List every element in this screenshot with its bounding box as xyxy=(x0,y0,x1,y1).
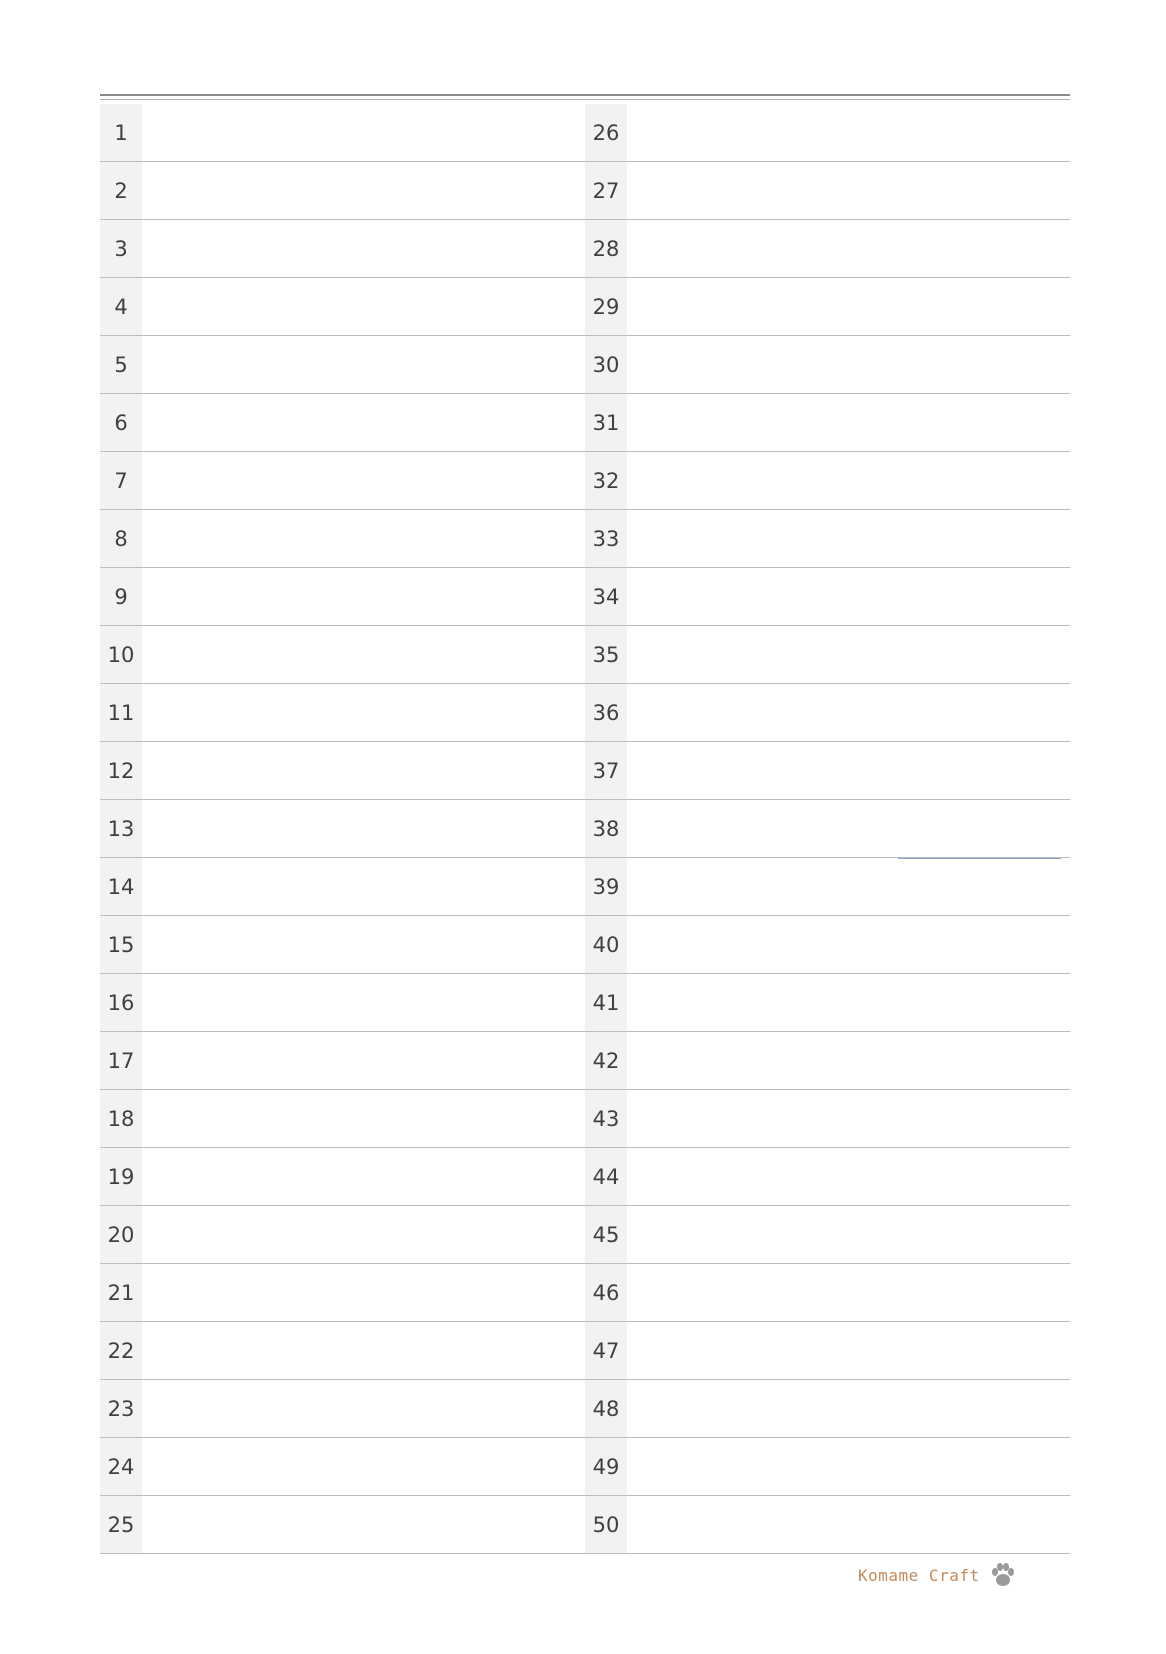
row-number: 9 xyxy=(100,568,142,625)
list-row xyxy=(100,1090,585,1148)
top-double-rule xyxy=(100,94,1070,100)
list-row xyxy=(100,1264,585,1322)
row-number: 17 xyxy=(100,1032,142,1089)
writing-space[interactable] xyxy=(627,394,1070,451)
row-number: 47 xyxy=(585,1322,627,1379)
list-row xyxy=(585,452,1070,510)
writing-space[interactable] xyxy=(142,916,585,973)
row-number: 32 xyxy=(585,452,627,509)
list-row xyxy=(585,278,1070,336)
list-row xyxy=(585,510,1070,568)
list-row xyxy=(585,220,1070,278)
writing-space[interactable] xyxy=(627,1264,1070,1321)
list-row xyxy=(100,394,585,452)
row-number: 28 xyxy=(585,220,627,277)
writing-space[interactable] xyxy=(142,1148,585,1205)
row-number: 30 xyxy=(585,336,627,393)
row-number: 13 xyxy=(100,800,142,857)
row-number: 2 xyxy=(100,162,142,219)
row-number: 16 xyxy=(100,974,142,1031)
row-number: 22 xyxy=(100,1322,142,1379)
list-row xyxy=(100,742,585,800)
list-row xyxy=(585,568,1070,626)
list-row xyxy=(585,1380,1070,1438)
row-number: 44 xyxy=(585,1148,627,1205)
list-row xyxy=(585,974,1070,1032)
list-row xyxy=(100,336,585,394)
row-number: 5 xyxy=(100,336,142,393)
row-number: 33 xyxy=(585,510,627,567)
list-row xyxy=(100,162,585,220)
row-number: 40 xyxy=(585,916,627,973)
list-row xyxy=(585,684,1070,742)
writing-space[interactable] xyxy=(142,104,585,161)
row-number: 31 xyxy=(585,394,627,451)
list-row xyxy=(585,1032,1070,1090)
row-number: 45 xyxy=(585,1206,627,1263)
right-column xyxy=(585,104,1070,1554)
list-row xyxy=(585,916,1070,974)
row-number: 39 xyxy=(585,858,627,915)
writing-space[interactable] xyxy=(627,1032,1070,1089)
list-row xyxy=(100,1206,585,1264)
list-row xyxy=(585,336,1070,394)
writing-space[interactable] xyxy=(627,1496,1070,1553)
list-row xyxy=(585,800,1070,858)
writing-space[interactable] xyxy=(142,1380,585,1437)
row-number: 8 xyxy=(100,510,142,567)
list-row xyxy=(100,1032,585,1090)
list-row xyxy=(100,452,585,510)
list-row xyxy=(100,278,585,336)
list-row xyxy=(100,104,585,162)
writing-space[interactable] xyxy=(627,336,1070,393)
list-row xyxy=(585,1496,1070,1554)
footer xyxy=(858,1560,1018,1590)
writing-space[interactable] xyxy=(142,510,585,567)
list-row xyxy=(100,1380,585,1438)
row-number: 21 xyxy=(100,1264,142,1321)
row-number: 29 xyxy=(585,278,627,335)
writing-space[interactable] xyxy=(627,1380,1070,1437)
writing-space[interactable] xyxy=(142,1264,585,1321)
writing-space[interactable] xyxy=(142,278,585,335)
writing-space[interactable] xyxy=(627,684,1070,741)
writing-space[interactable] xyxy=(142,394,585,451)
writing-space[interactable] xyxy=(142,800,585,857)
list-row xyxy=(585,162,1070,220)
row-number: 11 xyxy=(100,684,142,741)
list-row xyxy=(100,916,585,974)
list-row xyxy=(585,1438,1070,1496)
list-row xyxy=(585,1264,1070,1322)
row-number: 3 xyxy=(100,220,142,277)
row-number: 15 xyxy=(100,916,142,973)
writing-space[interactable] xyxy=(627,1438,1070,1495)
row-number: 25 xyxy=(100,1496,142,1553)
list-row xyxy=(100,684,585,742)
row-number: 34 xyxy=(585,568,627,625)
writing-space[interactable] xyxy=(627,568,1070,625)
writing-space[interactable] xyxy=(142,1322,585,1379)
row-number: 36 xyxy=(585,684,627,741)
row-number: 26 xyxy=(585,104,627,161)
writing-space[interactable] xyxy=(142,1090,585,1147)
row-number: 42 xyxy=(585,1032,627,1089)
list-row xyxy=(100,568,585,626)
row-number: 10 xyxy=(100,626,142,683)
writing-space[interactable] xyxy=(142,974,585,1031)
row-number: 50 xyxy=(585,1496,627,1553)
row-number: 38 xyxy=(585,800,627,857)
list-row xyxy=(100,800,585,858)
writing-space[interactable] xyxy=(142,162,585,219)
row-number: 20 xyxy=(100,1206,142,1263)
list-row xyxy=(585,626,1070,684)
row-number: 24 xyxy=(100,1438,142,1495)
writing-space[interactable] xyxy=(142,452,585,509)
row-number: 49 xyxy=(585,1438,627,1495)
list-row xyxy=(100,510,585,568)
list-row xyxy=(585,858,1070,916)
row-number: 48 xyxy=(585,1380,627,1437)
list-row xyxy=(585,1148,1070,1206)
writing-space[interactable] xyxy=(627,1206,1070,1263)
row-number: 4 xyxy=(100,278,142,335)
row-number: 6 xyxy=(100,394,142,451)
row-number: 18 xyxy=(100,1090,142,1147)
brand-name: Komame Craft xyxy=(858,1565,980,1585)
list-row xyxy=(100,1148,585,1206)
writing-space[interactable] xyxy=(627,626,1070,683)
list-row xyxy=(100,974,585,1032)
writing-space[interactable] xyxy=(627,452,1070,509)
writing-space[interactable] xyxy=(142,1496,585,1553)
list-row xyxy=(100,858,585,916)
writing-space[interactable] xyxy=(627,220,1070,277)
writing-space[interactable] xyxy=(142,568,585,625)
row-number: 43 xyxy=(585,1090,627,1147)
writing-space[interactable] xyxy=(627,858,1070,915)
writing-space[interactable] xyxy=(142,626,585,683)
writing-space[interactable] xyxy=(142,858,585,915)
writing-space[interactable] xyxy=(142,336,585,393)
writing-space[interactable] xyxy=(142,684,585,741)
list-row xyxy=(585,1090,1070,1148)
row-number: 37 xyxy=(585,742,627,799)
writing-space[interactable] xyxy=(142,220,585,277)
writing-space[interactable] xyxy=(627,278,1070,335)
writing-space[interactable] xyxy=(627,800,1070,857)
list-row xyxy=(100,1322,585,1380)
writing-space[interactable] xyxy=(627,104,1070,161)
row-number: 27 xyxy=(585,162,627,219)
list-row xyxy=(585,1206,1070,1264)
writing-space[interactable] xyxy=(627,1148,1070,1205)
left-column xyxy=(100,104,585,1554)
row-number: 14 xyxy=(100,858,142,915)
writing-space[interactable] xyxy=(627,162,1070,219)
writing-space[interactable] xyxy=(142,1032,585,1089)
row-number: 23 xyxy=(100,1380,142,1437)
row-number: 35 xyxy=(585,626,627,683)
writing-space[interactable] xyxy=(142,1438,585,1495)
row-number: 41 xyxy=(585,974,627,1031)
writing-space[interactable] xyxy=(627,742,1070,799)
writing-space[interactable] xyxy=(142,1206,585,1263)
row-number: 46 xyxy=(585,1264,627,1321)
row-number: 1 xyxy=(100,104,142,161)
row-number: 12 xyxy=(100,742,142,799)
numbered-list-grid xyxy=(100,104,1070,1554)
writing-space[interactable] xyxy=(627,974,1070,1031)
accent-line xyxy=(898,858,1061,859)
list-row xyxy=(100,1496,585,1554)
paw-icon xyxy=(988,1560,1018,1590)
writing-space[interactable] xyxy=(627,1090,1070,1147)
list-row xyxy=(585,104,1070,162)
row-number: 19 xyxy=(100,1148,142,1205)
list-row xyxy=(585,394,1070,452)
writing-space[interactable] xyxy=(142,742,585,799)
writing-space[interactable] xyxy=(627,510,1070,567)
list-row xyxy=(100,220,585,278)
list-row xyxy=(585,1322,1070,1380)
list-row xyxy=(100,1438,585,1496)
list-row xyxy=(585,742,1070,800)
writing-space[interactable] xyxy=(627,1322,1070,1379)
list-row xyxy=(100,626,585,684)
row-number: 7 xyxy=(100,452,142,509)
writing-space[interactable] xyxy=(627,916,1070,973)
